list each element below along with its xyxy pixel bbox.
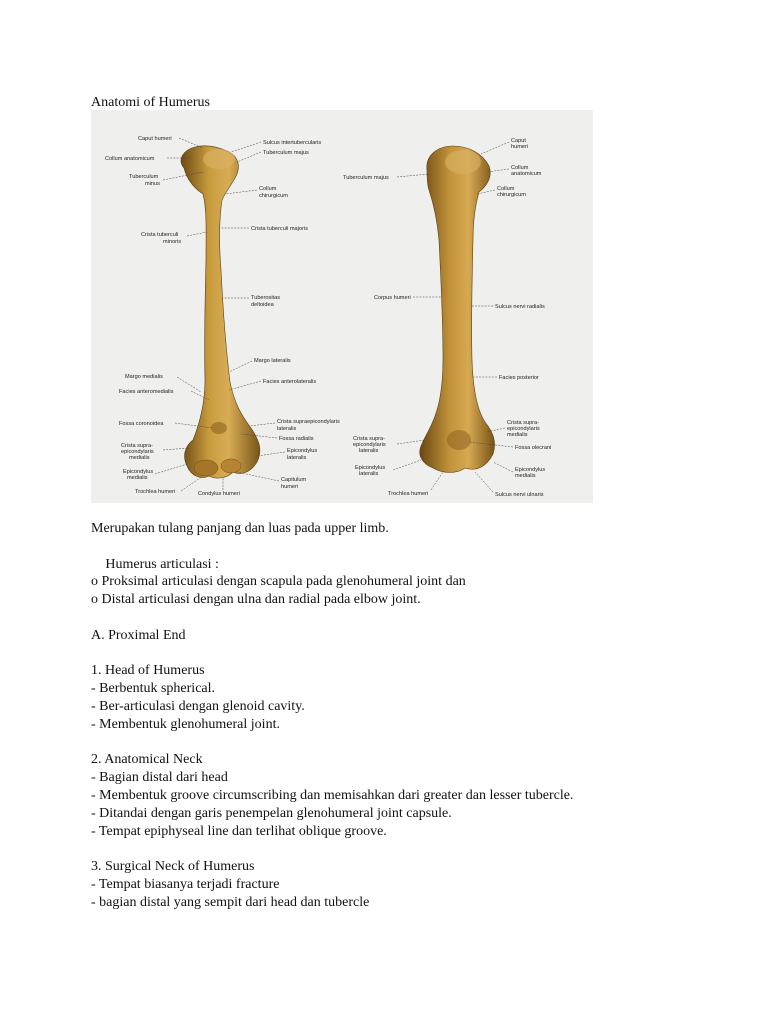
label-p-collum-anatomicum-2: anatomicum — [511, 171, 542, 177]
label-fossa-coronoidea: Fossa coronoidea — [119, 421, 164, 427]
label-p-corpus-humeri: Corpus humeri — [374, 295, 411, 301]
label-capitulum-humeri-2: humeri — [281, 484, 299, 490]
item-line: - Berbentuk spherical. — [91, 681, 216, 697]
articulation-item: o Proksimal articulasi dengan scapula pada glenohumeral joint dan — [91, 574, 466, 590]
label-p-collum-anatomicum-1: Collum — [511, 165, 529, 171]
humerus-anterior-view — [181, 146, 260, 478]
label-p-epicondylus-lateralis-1: Epicondylus — [355, 465, 386, 471]
item-heading: 1. Head of Humerus — [91, 663, 205, 679]
label-p-crista-supraepicondylaris-medialis-2: epicondylaris — [507, 426, 540, 432]
label-p-crista-supraepicondylaris-lateralis-2: epicondylaris — [353, 442, 386, 448]
label-tuberculum-minus-2: minus — [145, 181, 160, 187]
item-line: - Membentuk groove circumscribing dan memisahkan dari greater dan lesser tubercle. — [91, 787, 574, 803]
label-caput-humeri: Caput humeri — [138, 136, 172, 142]
label-facies-anterolateralis: Facies anterolateralis — [263, 379, 317, 385]
label-p-fossa-olecrani: Fossa olecrani — [515, 445, 552, 451]
label-p-caput-humeri-1: Caput — [511, 138, 526, 144]
label-p-facies-posterior: Facies posterior — [499, 375, 539, 381]
label-crista-tuberculi-minoris-2: minoris — [163, 239, 182, 245]
label-tuberculum-minus-1: Tuberculum — [129, 174, 159, 180]
label-crista-supraepicondylaris-lateralis-1: Crista supraepicondylaris — [277, 419, 340, 425]
label-crista-supraepicondylaris-medialis-1: Crista supra- — [121, 443, 154, 449]
document-title: Anatomi of Humerus — [91, 95, 210, 110]
document-body — [91, 520, 573, 912]
label-crista-supraepicondylaris-medialis-3: medialis — [129, 455, 150, 461]
label-p-epicondylus-lateralis-2: lateralis — [359, 471, 379, 477]
label-p-tuberculum-majus: Tuberculum majus — [343, 175, 389, 181]
label-collum-chirurgicum-1: Collum — [259, 186, 277, 192]
label-condylus-humeri: Condylus humeri — [198, 491, 240, 497]
label-p-epicondylus-medialis-2: medialis — [515, 473, 536, 479]
label-tuberculum-majus: Tuberculum majus — [263, 150, 309, 156]
item-line: - bagian distal yang sempit dari head dan tubercle — [91, 894, 370, 910]
label-tuberositas-deltoidea-2: deltoidea — [251, 302, 274, 308]
label-p-trochlea-humeri: Trochlea humeri — [388, 491, 429, 497]
label-p-collum-chirurgicum-1: Collum — [497, 186, 515, 192]
item-line: - Ber-articulasi dengan glenoid cavity. — [91, 698, 305, 714]
articulation-item: o Distal articulasi dengan ulna dan radial pada elbow joint. — [91, 592, 421, 608]
label-p-crista-supraepicondylaris-medialis-3: medialis — [507, 432, 528, 438]
label-margo-lateralis: Margo lateralis — [254, 358, 291, 364]
label-collum-anatomicum: Collum anatomicum — [105, 156, 155, 162]
label-epicondylus-medialis-2: medialis — [127, 475, 148, 481]
label-p-caput-humeri-2: humeri — [511, 144, 529, 150]
label-p-crista-supraepicondylaris-medialis-1: Crista supra- — [507, 420, 540, 426]
label-p-crista-supraepicondylaris-lateralis-1: Crista supra- — [353, 436, 386, 442]
label-crista-tuberculi-minoris-1: Crista tuberculi — [141, 232, 179, 238]
item-line: - Membentuk glenohumeral joint. — [91, 716, 280, 732]
label-collum-chirurgicum-2: chirurgicum — [259, 193, 288, 199]
item-line: - Bagian distal dari head — [91, 770, 228, 786]
item-heading: 2. Anatomical Neck — [91, 752, 203, 768]
label-p-sulcus-nervi-radialis: Sulcus nervi radialis — [495, 304, 545, 310]
placeholder-glyph-icon — [91, 557, 102, 572]
label-sulcus-intertubercularis: Sulcus intertubercularis — [263, 140, 322, 146]
label-p-collum-chirurgicum-2: chirurgicum — [497, 192, 526, 198]
item-heading: 3. Surgical Neck of Humerus — [91, 859, 255, 875]
item-line: - Tempat epiphyseal line dan terlihat oblique groove. — [91, 823, 387, 839]
label-trochlea-humeri: Trochlea humeri — [135, 489, 176, 495]
label-epicondylus-medialis-1: Epicondylus — [123, 469, 154, 475]
articulation-heading: Humerus articulasi : — [91, 556, 205, 572]
item-line: - Tempat biasanya terjadi fracture — [91, 876, 280, 892]
label-capitulum-humeri-1: Capitulum — [281, 477, 307, 483]
label-margo-medialis: Margo medialis — [125, 374, 163, 380]
humerus-posterior-view — [420, 146, 495, 473]
label-epicondylus-lateralis-2: lateralis — [287, 455, 307, 461]
section-heading: A. Proximal End — [91, 627, 186, 643]
label-crista-tuberculi-majoris: Crista tuberculi majoris — [251, 226, 308, 232]
label-p-sulcus-nervi-ulnaris: Sulcus nervi ulnaris — [495, 492, 544, 498]
humerus-anatomy-figure — [91, 110, 593, 503]
intro-paragraph: Merupakan tulang panjang dan luas pada upper limb. — [91, 521, 389, 536]
label-p-crista-supraepicondylaris-lateralis-3: lateralis — [359, 448, 379, 454]
label-fossa-radialis: Fossa radialis — [279, 436, 314, 442]
label-facies-anteromedialis: Facies anteromedialis — [119, 389, 174, 395]
label-tuberositas-deltoidea-1: Tuberositas — [251, 295, 281, 301]
label-crista-supraepicondylaris-medialis-2: epicondylaris — [121, 449, 154, 455]
item-line: - Ditandai dengan garis penempelan glenohumeral joint capsule. — [91, 805, 452, 821]
label-epicondylus-lateralis-1: Epicondylus — [287, 448, 318, 454]
label-crista-supraepicondylaris-lateralis-2: lateralis — [277, 426, 297, 432]
label-p-epicondylus-medialis-1: Epicondylus — [515, 467, 546, 473]
